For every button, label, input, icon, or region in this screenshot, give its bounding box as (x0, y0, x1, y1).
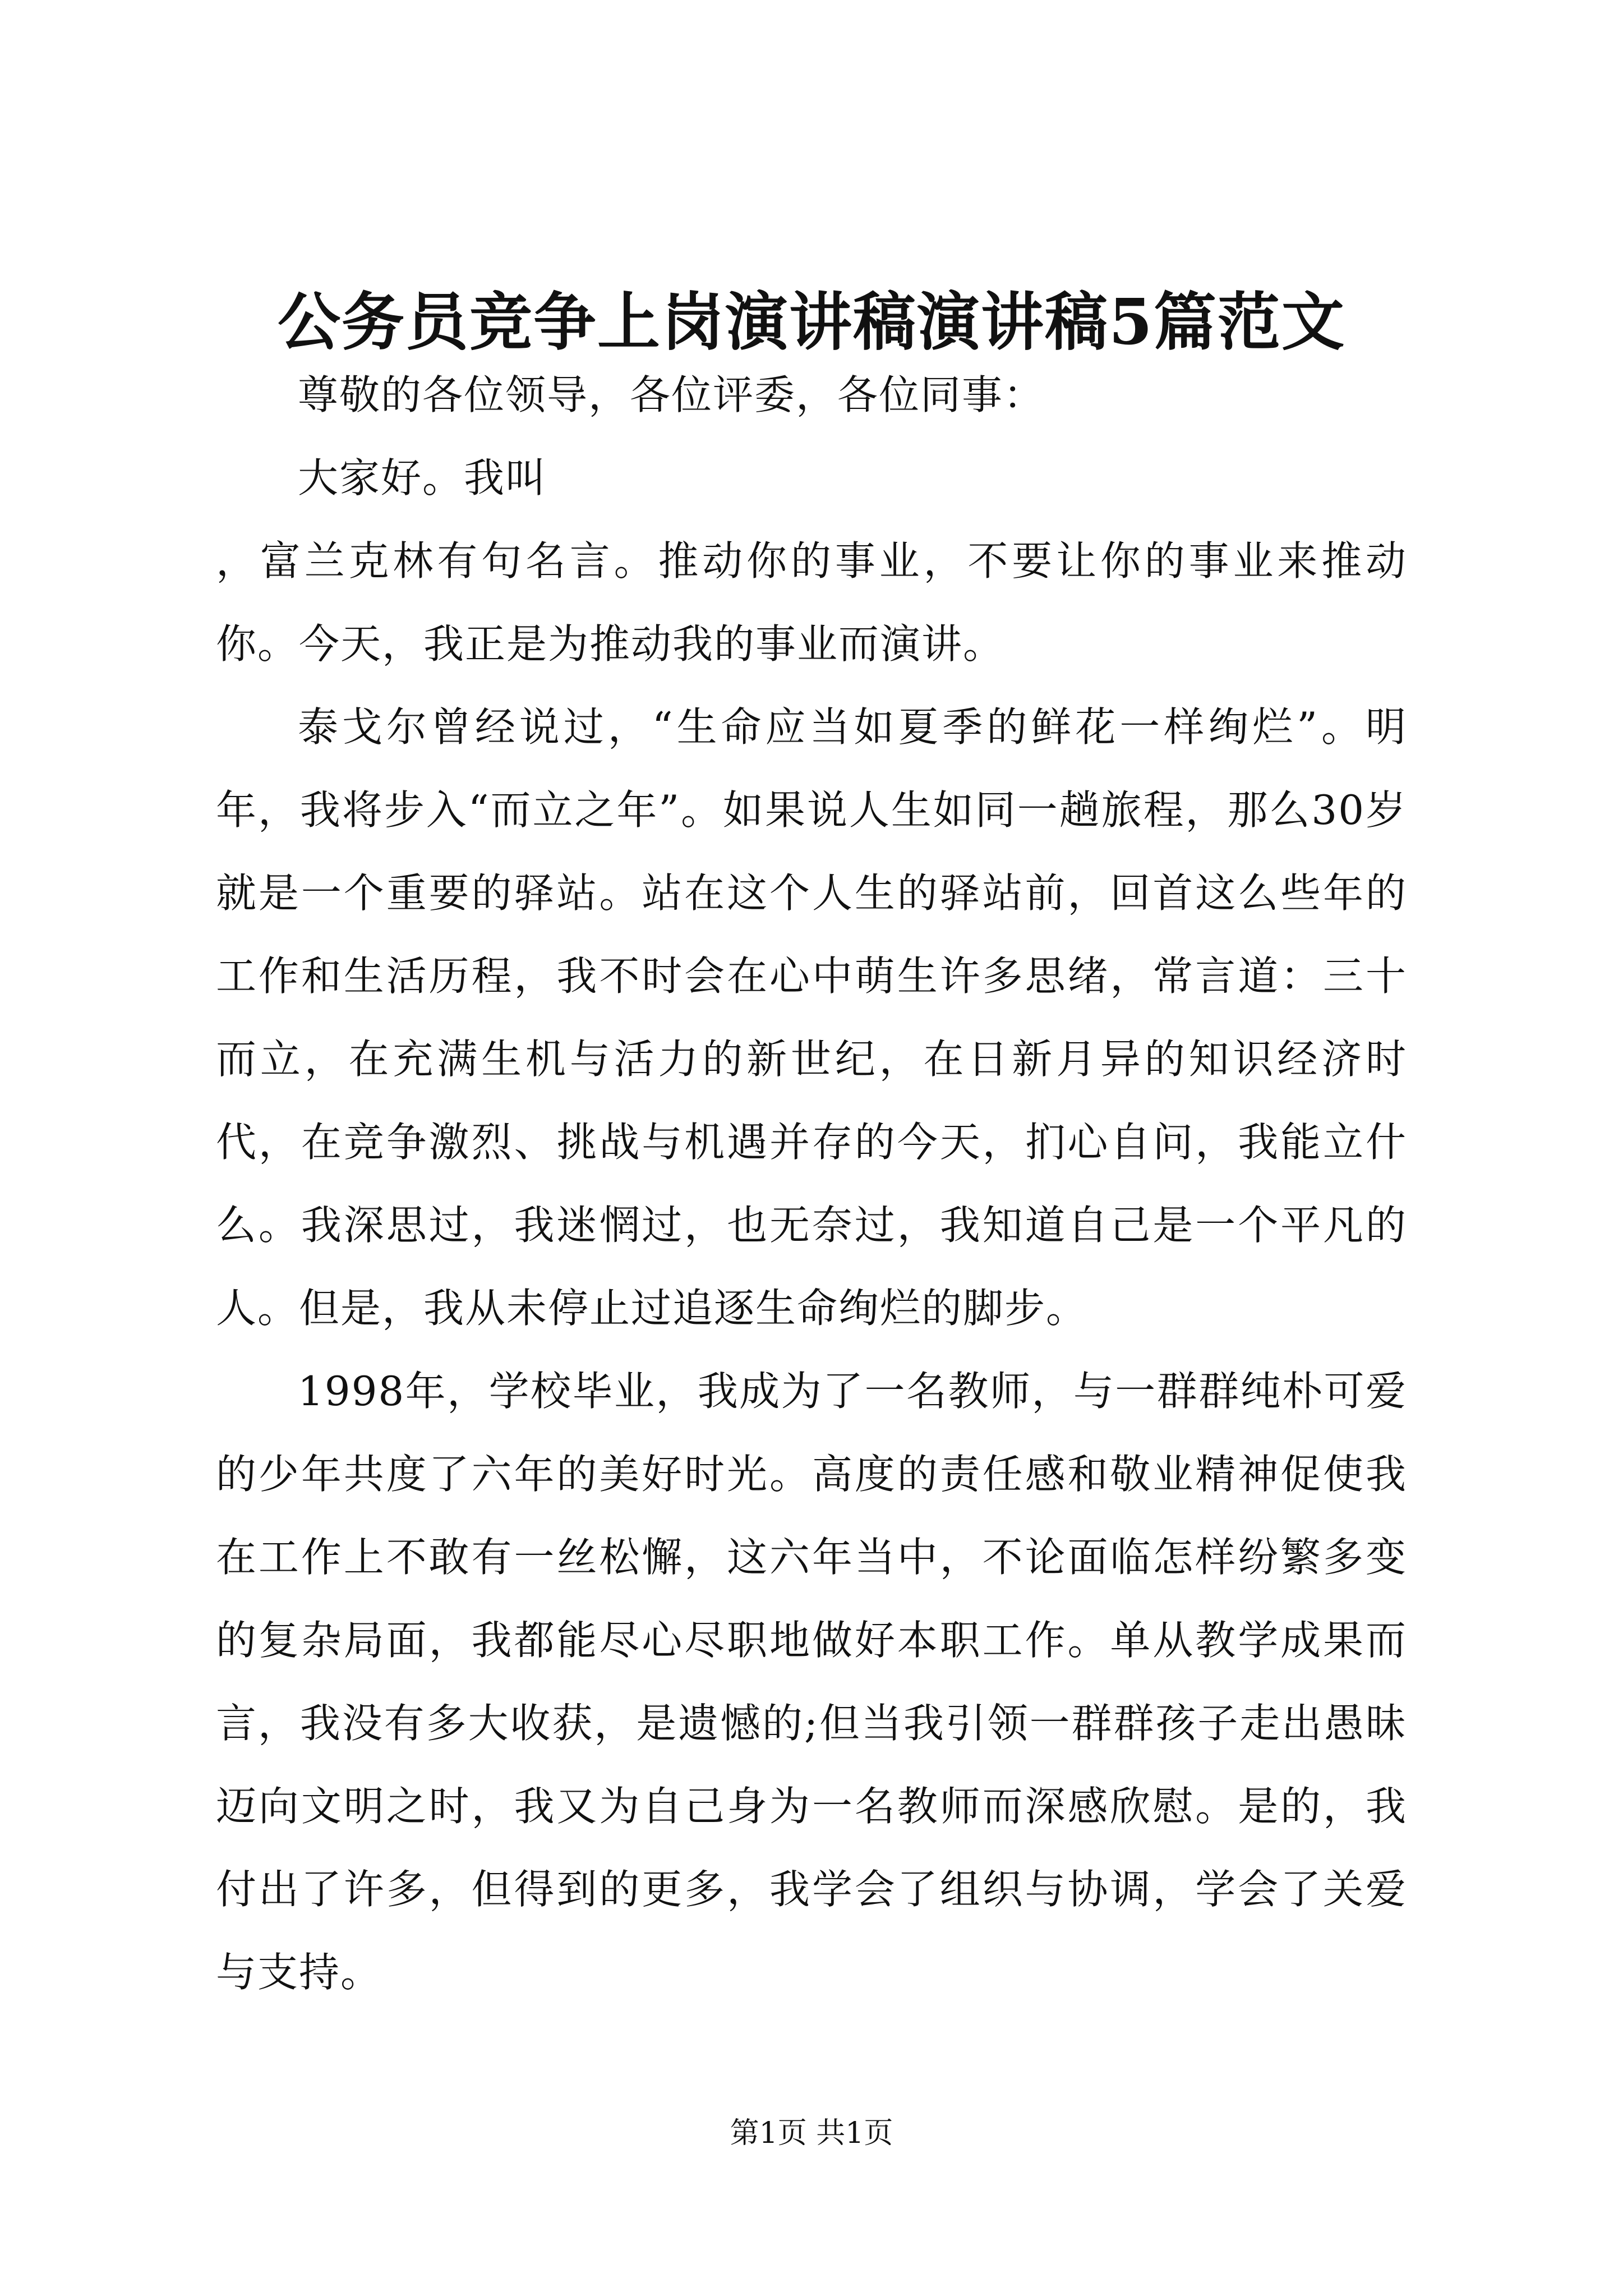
body-paragraph: 1998年，学校毕业，我成为了一名教师，与一群群纯朴可爱的少年共度了六年的美好时光。高度的责任感和敬业精神促使我在工作上不敢有一丝松懈，这六年当中，不论面临怎样纷繁多变的复杂局面，我都能尽心尽职地做好本职工作。单从教学成果而言，我没有多大收获，是遗憾的;但当我引领一群群孩子走出愚昧迈向文明之时，我又为自己身为一名教师而深感欣慰。是的，我付出了许多，但得到的更多，我学会了组织与协调，学会了关爱与支持。 (216, 1368, 1407, 1996)
intro-paragraph: ，富兰克林有句名言。推动你的事业，不要让你的事业来推动你。今天，我正是为推动我的事业而演讲。 (216, 537, 1407, 668)
page-number: 第1页 共1页 (730, 2116, 893, 2150)
greeting-paragraph: 大家好。我叫 (298, 454, 547, 501)
document-body (216, 353, 1407, 2014)
document-title: 公务员竞争上岗演讲稿演讲稿5篇范文 (278, 286, 1345, 359)
body-paragraph: 泰戈尔曾经说过，“生命应当如夏季的鲜花一样绚烂”。明年，我将步入“而立之年”。如果说人生如同一趟旅程，那么30岁就是一个重要的驿站。站在这个人生的驿站前，回首这么些年的工作和生活历程，我不时会在心中萌生许多思绪，常言道：三十而立，在充满生机与活力的新世纪，在日新月异的知识经济时代，在竞争激烈、挑战与机遇并存的今天，扪心自问，我能立什么。我深思过，我迷惘过，也无奈过，我知道自己是一个平凡的人。但是，我从未停止过追逐生命绚烂的脚步。 (216, 703, 1407, 1332)
salutation-paragraph: 尊敬的各位领导，各位评委，各位同事： (298, 371, 1045, 418)
page-footer (0, 2114, 1623, 2153)
